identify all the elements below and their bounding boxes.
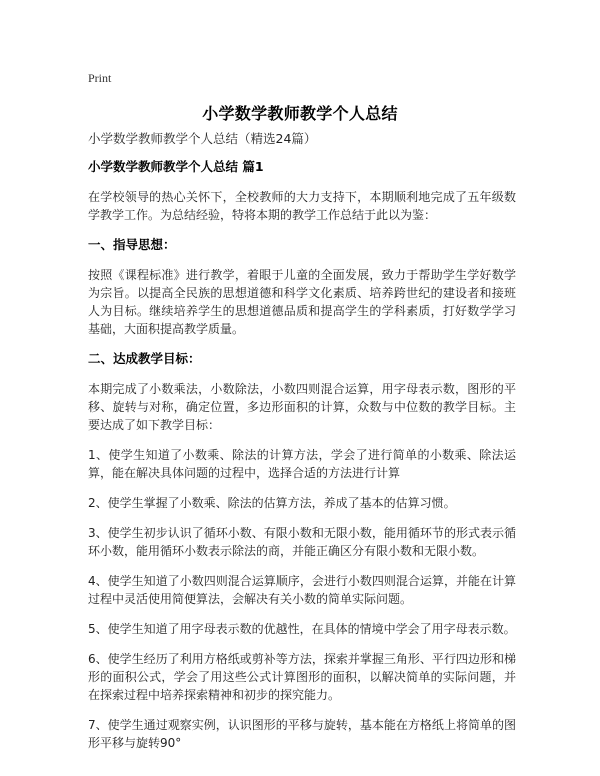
heading-guiding-ideology: 一、指导思想： bbox=[88, 237, 176, 252]
heading-teaching-goals: 二、达成教学目标： bbox=[88, 351, 201, 366]
teaching-goals-paragraph: 本期完成了小数乘法，小数除法，小数四则混合运算，用字母表示数，图形的平移、旋转与对称，确定位置，多边形面积的计算，众数与中位数的教学目标。主要达成了如下教学目标： bbox=[88, 382, 516, 432]
list-item: 2、使学生掌握了小数乘、除法的估算方法，养成了基本的估算习惯。 bbox=[88, 496, 456, 510]
print-label: Print bbox=[88, 71, 112, 85]
list-item: 1、使学生知道了小数乘、除法的计算方法，学会了进行简单的小数乘、除法运算，能在解决具体问题的过程中，选择合适的方法进行计算 bbox=[88, 448, 516, 480]
list-item: 7、使学生通过观察实例，认识图形的平移与旋转，基本能在方格纸上将简单的图形平移与旋转90° bbox=[88, 718, 516, 750]
section-title: 小学数学教师教学个人总结 篇1 bbox=[88, 159, 264, 174]
document-body bbox=[88, 130, 516, 764]
guiding-ideology-paragraph: 按照《课程标准》进行教学，着眼于儿童的全面发展，致力于帮助学生学好数学为宗旨。以提高全民族的思想道德和科学文化素质、培养跨世纪的建设者和接班人为目标。继续培养学生的思想道德品质和提高学生的学科素质，打好数学学习基础，大面积提高教学质量。 bbox=[88, 268, 516, 336]
list-item: 4、使学生知道了小数四则混合运算顺序，会进行小数四则混合运算，并能在计算过程中灵活使用简便算法，会解决有关小数的简单实际问题。 bbox=[88, 574, 516, 606]
list-item: 3、使学生初步认识了循环小数、有限小数和无限小数，能用循环节的形式表示循环小数，能用循环小数表示除法的商，并能正确区分有限小数和无限小数。 bbox=[88, 526, 516, 558]
list-item: 6、使学生经历了利用方格纸或剪补等方法，探索并掌握三角形、平行四边形和梯形的面积公式，学会了用这些公式计算图形的面积，以解决简单的实际问题，并在探索过程中培养探索精神和初步的探究能力。 bbox=[88, 652, 516, 702]
list-item: 5、使学生知道了用字母表示数的优越性，在具体的情境中学会了用字母表示数。 bbox=[88, 622, 516, 636]
intro-paragraph: 在学校领导的热心关怀下，全校教师的大力支持下，本期顺利地完成了五年级数学教学工作。为总结经验，特将本期的教学工作总结于此以为鉴： bbox=[88, 190, 516, 222]
page-title: 小学数学教师教学个人总结 bbox=[202, 104, 398, 123]
document-subtitle: 小学数学教师教学个人总结（精选24篇） bbox=[88, 131, 317, 146]
